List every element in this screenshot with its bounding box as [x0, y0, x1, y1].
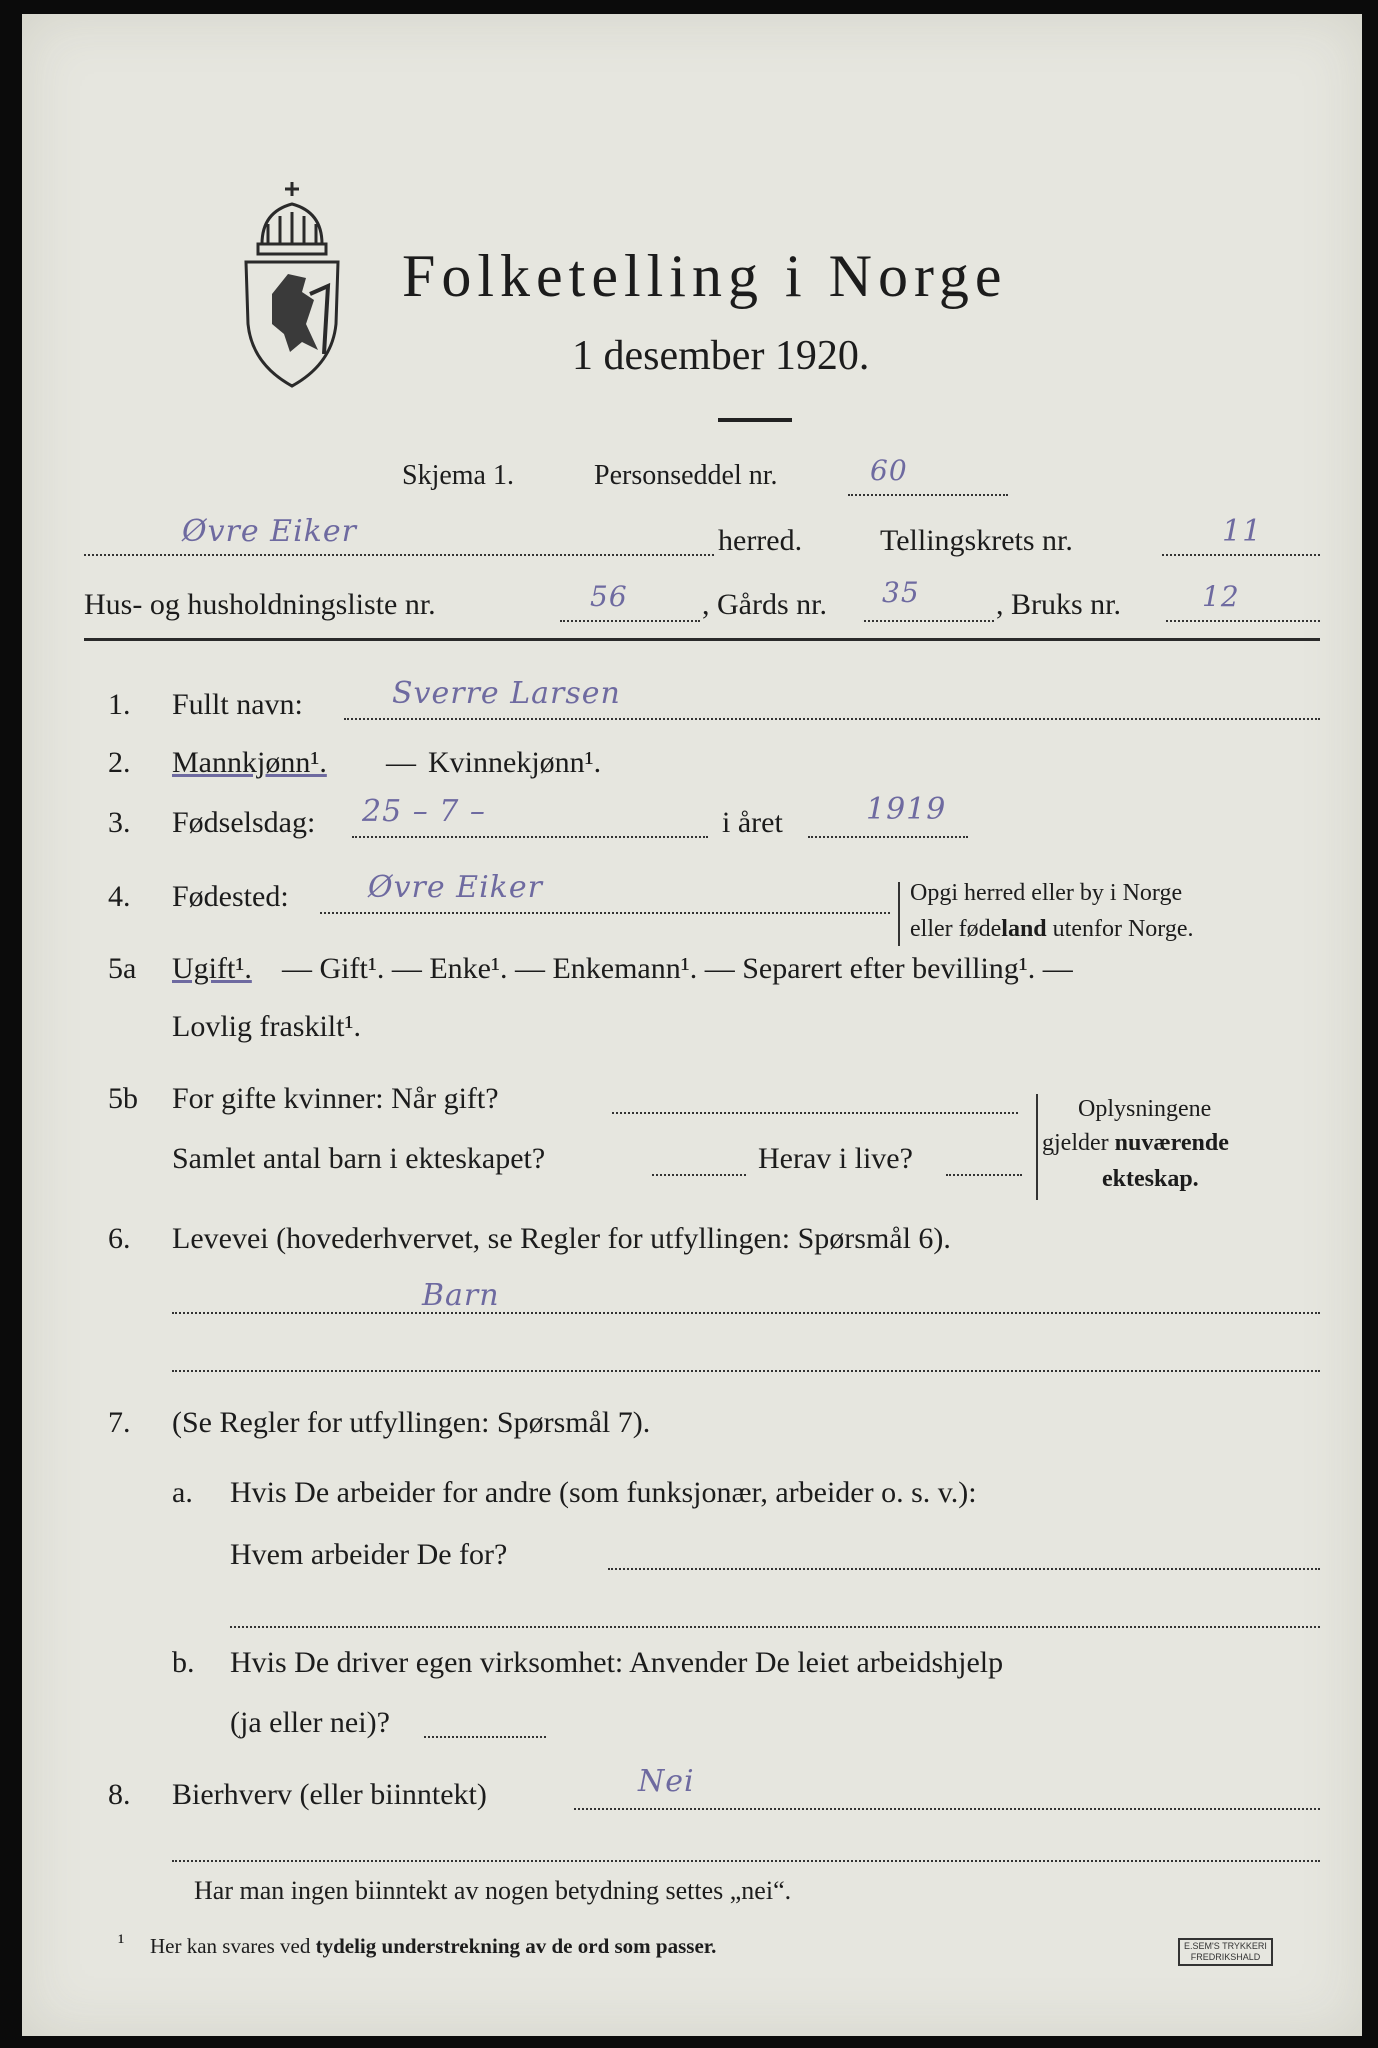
- gards-line: [864, 620, 994, 622]
- q2-number: 2.: [108, 746, 131, 779]
- q8-value: Nei: [638, 1764, 695, 1799]
- herred-line: [84, 554, 714, 556]
- tellingskrets-value: 11: [1222, 514, 1263, 549]
- gards-value: 35: [882, 576, 920, 609]
- q5a-ugift-option: Ugift¹.: [172, 952, 252, 985]
- header-rule: [84, 638, 1320, 641]
- q7a-employer-label: Hvem arbeider De for?: [230, 1538, 508, 1571]
- bruks-line: [1166, 620, 1320, 622]
- tellingskrets-label: Tellingskrets nr.: [880, 524, 1073, 557]
- q1-line: [344, 718, 1320, 720]
- q7-label: (Se Regler for utfyllingen: Spørsmål 7).: [172, 1406, 651, 1439]
- census-form-sheet: [22, 14, 1362, 2036]
- personseddel-line: [848, 494, 1008, 496]
- q4-value: Øvre Eiker: [368, 870, 543, 905]
- q5a-number: 5a: [108, 952, 137, 985]
- bruks-label: , Bruks nr.: [996, 588, 1122, 621]
- herred-value: Øvre Eiker: [182, 514, 357, 549]
- q4-label: Fødested:: [172, 880, 289, 913]
- q7a-extra-line: [230, 1626, 1320, 1628]
- q6-number: 6.: [108, 1222, 131, 1255]
- q6-value: Barn: [422, 1278, 500, 1313]
- q5b-note-line2: gjelder nuværende: [1042, 1130, 1229, 1156]
- personseddel-value: 60: [870, 454, 908, 487]
- gards-label: , Gårds nr.: [702, 588, 827, 621]
- q7a-employer-line: [608, 1568, 1320, 1570]
- q6-label: Levevei (hovederhvervet, se Regler for utfyllingen: Spørsmål 6).: [172, 1222, 951, 1255]
- footer-note: Har man ingen biinntekt av nogen betydning settes „nei“.: [194, 1876, 792, 1905]
- hus-label: Hus- og husholdningsliste nr.: [84, 588, 436, 621]
- hus-value: 56: [590, 580, 628, 613]
- q3-year-line: [808, 836, 968, 838]
- q6-line2: [172, 1370, 1320, 1372]
- q2-male-option: Mannkjønn¹.: [172, 746, 327, 779]
- q7b-yes-no-line: [424, 1736, 546, 1738]
- q8-line: [574, 1808, 1320, 1810]
- q5b-label: For gifte kvinner: Når gift?: [172, 1082, 499, 1115]
- q5b-alive-label: Herav i live?: [758, 1142, 913, 1175]
- norwegian-coat-of-arms-icon: [232, 174, 352, 394]
- q4-line: [320, 912, 890, 914]
- q3-value: 25 – 7 –: [362, 794, 486, 829]
- q1-value: Sverre Larsen: [392, 676, 621, 711]
- q5b-children-line: [652, 1174, 746, 1176]
- q5b-note-line3: ekteskap.: [1102, 1166, 1199, 1192]
- q5b-note-brace: [1036, 1094, 1038, 1200]
- q5b-married-line: [612, 1112, 1018, 1114]
- footnote-mark: ¹: [118, 1930, 125, 1954]
- herred-label: herred.: [718, 524, 803, 557]
- q3-year-label: i året: [722, 806, 783, 839]
- tellingskrets-line: [1162, 554, 1320, 556]
- q6-line1: [172, 1312, 1320, 1314]
- form-title: Folketelling i Norge: [402, 243, 1008, 309]
- q4-note-line2: eller fødeland utenfor Norge.: [910, 916, 1194, 942]
- q3-year-value: 1919: [866, 792, 947, 827]
- q1-label: Fullt navn:: [172, 688, 303, 721]
- q4-note-line1: Opgi herred eller by i Norge: [910, 880, 1183, 906]
- q8-extra-line: [172, 1860, 1320, 1862]
- q8-label: Bierhverv (eller biinntekt): [172, 1778, 487, 1811]
- personseddel-label: Personseddel nr.: [594, 460, 778, 491]
- q7b-label: Hvis De driver egen virksomhet: Anvender De leiet arbeidshjelp: [230, 1646, 1004, 1679]
- q3-number: 3.: [108, 806, 131, 839]
- q7a-label: Hvis De arbeider for andre (som funksjonær, arbeider o. s. v.):: [230, 1476, 977, 1509]
- q5b-alive-line: [946, 1174, 1022, 1176]
- q1-number: 1.: [108, 688, 131, 721]
- q2-separator: —: [386, 746, 416, 779]
- q7-number: 7.: [108, 1406, 131, 1439]
- q5a-other-options: — Gift¹. — Enke¹. — Enkemann¹. — Separert efter bevilling¹. —: [282, 952, 1073, 985]
- q3-label: Fødselsdag:: [172, 806, 316, 839]
- q8-number: 8.: [108, 1778, 131, 1811]
- bruks-value: 12: [1202, 580, 1240, 613]
- q5b-note-line1: Oplysningene: [1078, 1096, 1212, 1122]
- hus-line: [560, 620, 700, 622]
- q7a-letter: a.: [172, 1476, 193, 1509]
- q4-number: 4.: [108, 880, 131, 913]
- q2-female-option: Kvinnekjønn¹.: [428, 746, 602, 779]
- footnote-text: Her kan svares ved tydelig understrekning av de ord som passer.: [150, 1934, 717, 1958]
- q5b-children-label: Samlet antal barn i ekteskapet?: [172, 1142, 546, 1175]
- q5b-number: 5b: [108, 1082, 138, 1115]
- q7b-yes-no-label: (ja eller nei)?: [230, 1706, 390, 1739]
- form-subtitle: 1 desember 1920.: [572, 333, 870, 379]
- title-divider: [718, 418, 792, 422]
- printer-stamp: E.SEM'S TRYKKERI FREDRIKSHALD: [1178, 1938, 1273, 1966]
- q5a-lovlig-fraskilt: Lovlig fraskilt¹.: [172, 1010, 361, 1043]
- skjema-label: Skjema 1.: [402, 460, 514, 491]
- q4-note-brace: [898, 882, 900, 946]
- q7b-letter: b.: [172, 1646, 195, 1679]
- q3-line: [352, 836, 708, 838]
